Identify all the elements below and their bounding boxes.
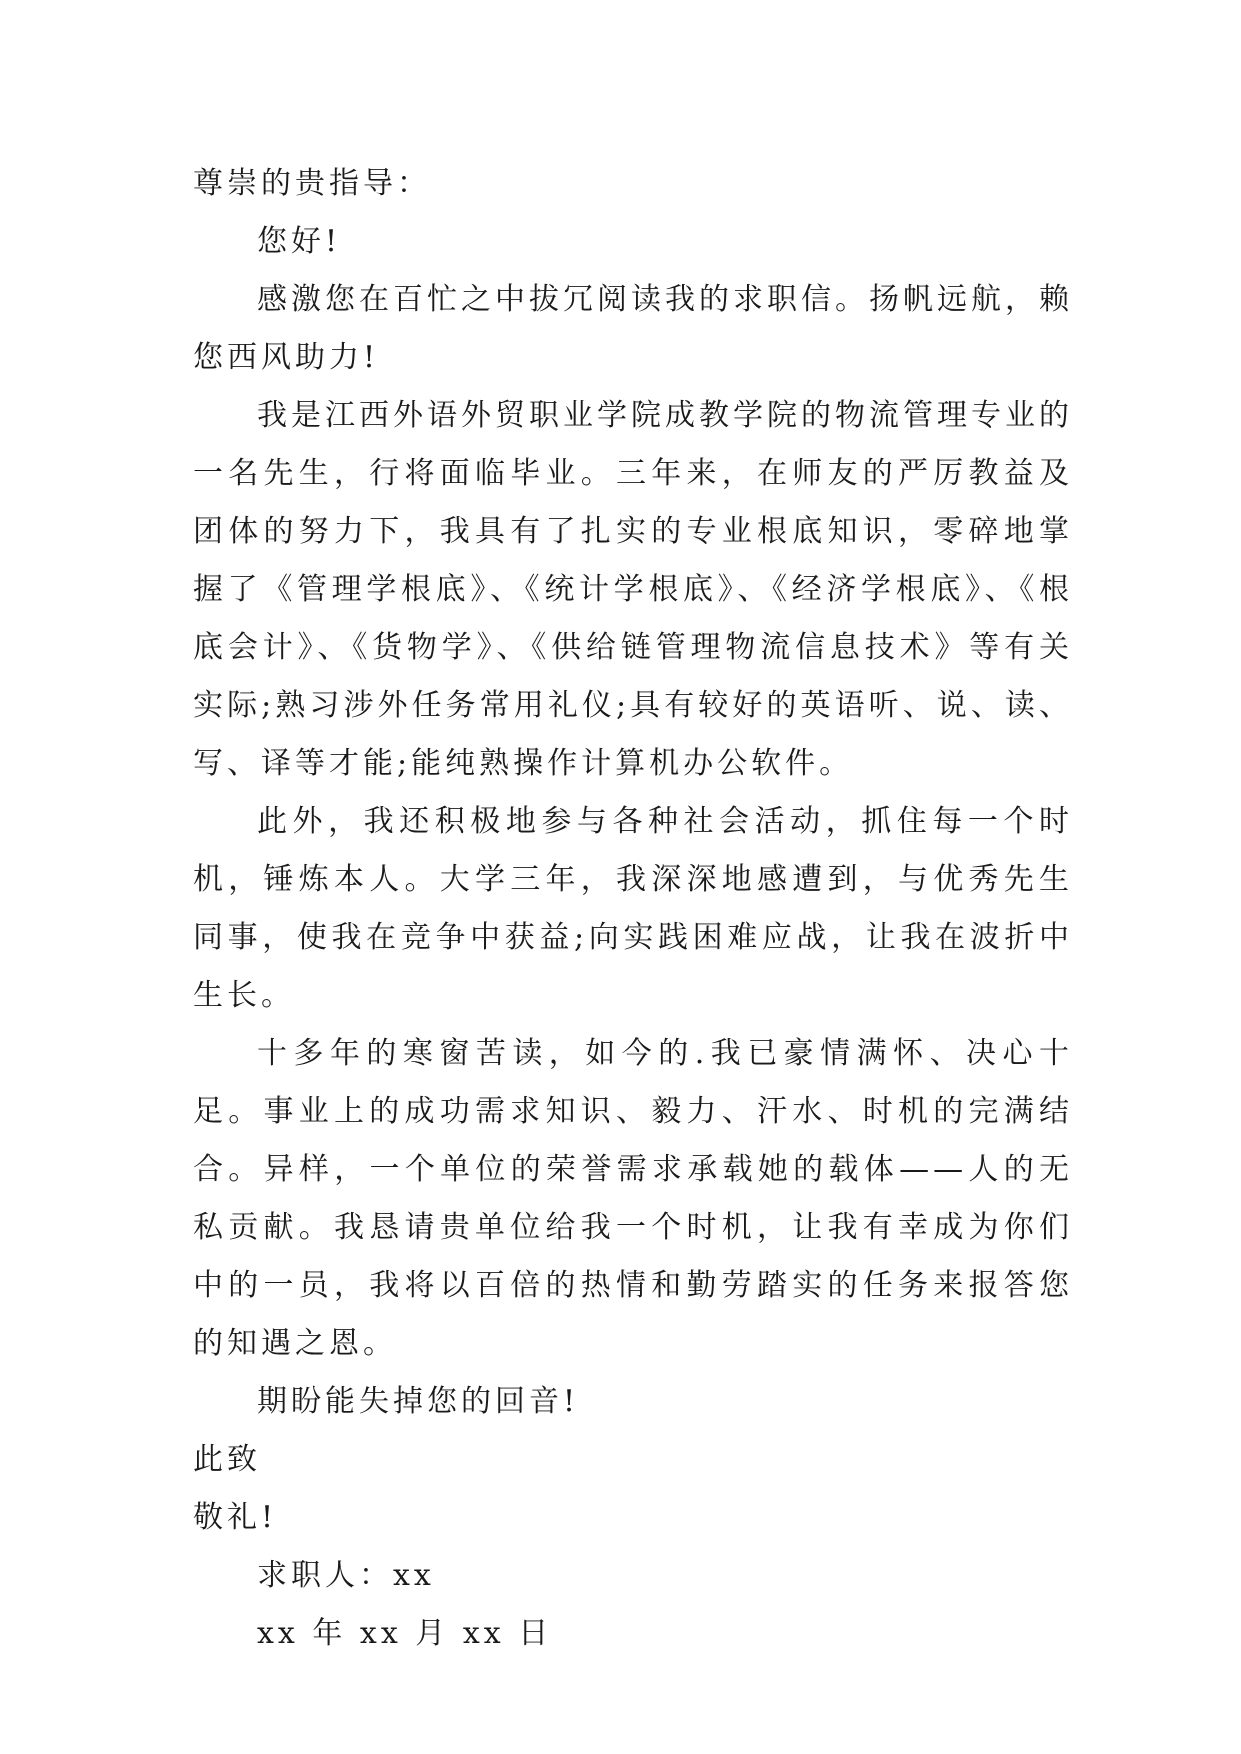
date: xx 年 xx 月 xx 日 (257, 1616, 553, 1651)
paragraph-thanks: 感激您在百忙之中拔冗阅读我的求职信。扬帆远航，赖您西风助力! (193, 282, 1073, 375)
paragraph-background: 我是江西外语外贸职业学院成教学院的物流管理专业的一名先生，行将面临毕业。三年来，在师友的严厉教益及团体的努力下，我具有了扎实的专业根底知识，零碎地掌握了《管理学根底》、《统计学根底》、《经济学根底》、《根底会计》、《货物学》、《供给链管理物流信息技术》等有关实际;熟习涉外任务常用礼仪;具有较好的英语听、说、读、写、译等才能;能纯熟操作计算机办公软件。 (193, 398, 1073, 781)
paragraph-aspiration: 十多年的寒窗苦读，如今的.我已豪情满怀、决心十足。事业上的成功需求知识、毅力、汗水、时机的完满结合。异样，一个单位的荣誉需求承载她的载体——人的无私贡献。我恳请贵单位给我一个时机，让我有幸成为你们中的一员，我将以百倍的热情和勤劳踏实的任务来报答您的知遇之恩。 (193, 1036, 1073, 1361)
closing-salute-2: 敬礼! (193, 1500, 278, 1535)
salutation: 尊崇的贵指导： (193, 166, 431, 201)
paragraph-closing-hope: 期盼能失掉您的回音! (257, 1384, 580, 1419)
signature: 求职人：xx (257, 1558, 435, 1593)
greeting: 您好! (257, 224, 342, 259)
cover-letter (193, 155, 1073, 1663)
closing-salute-1: 此致 (193, 1442, 261, 1477)
paragraph-activities: 此外，我还积极地参与各种社会活动，抓住每一个时机，锤炼本人。大学三年，我深深地感遭到，与优秀先生同事，使我在竞争中获益;向实践困难应战，让我在波折中生长。 (193, 804, 1073, 1013)
